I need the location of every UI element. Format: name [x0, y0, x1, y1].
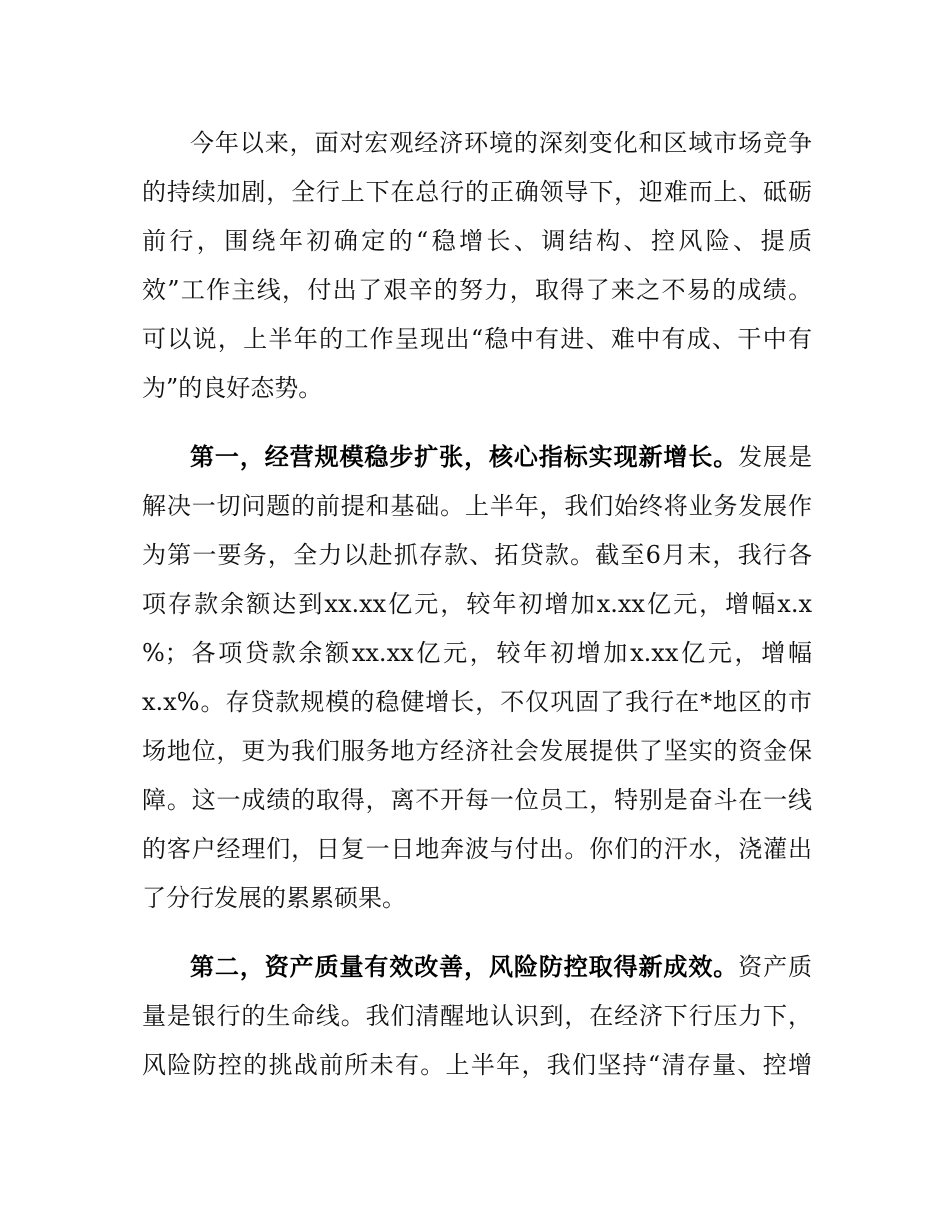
text-line: %；各项贷款余额xx.xx亿元，较年初增加x.xx亿元，增幅: [142, 639, 812, 667]
text-line: 可以说，上半年的工作呈现出“稳中有进、难中有成、干中有: [142, 325, 812, 353]
text-line: 的持续加剧，全行上下在总行的正确领导下，迎难而上、砥砺: [142, 178, 812, 206]
text-line: 项存款余额达到xx.xx亿元，较年初增加x.xx亿元，增幅x.x: [142, 590, 812, 618]
text-line: x.x%。存贷款规模的稳健增长，不仅巩固了我行在*地区的市: [142, 688, 812, 716]
text-line: 量是银行的生命线。我们清醒地认识到，在经济下行压力下，: [142, 1002, 812, 1030]
text-line: 场地位，更为我们服务地方经济社会发展提供了坚实的资金保: [142, 737, 812, 765]
text-line: 风险防控的挑战前所未有。上半年，我们坚持“清存量、控增: [142, 1051, 812, 1079]
text-line: [190, 437, 812, 477]
text-line: 的客户经理们，日复一日地奔波与付出。你们的汗水，浇灌出: [142, 835, 812, 863]
text-line: [190, 947, 812, 987]
text-line: 解决一切问题的前提和基础。上半年，我们始终将业务发展作: [142, 492, 812, 520]
text-line: 为第一要务，全力以赴抓存款、拓贷款。截至6月末，我行各: [142, 541, 812, 569]
text-line: 今年以来，面对宏观经济环境的深刻变化和区域市场竞争: [190, 129, 812, 157]
text-line: 前行，围绕年初确定的“稳增长、调结构、控风险、提质: [142, 227, 812, 255]
heading-continuation: 资产质: [738, 953, 813, 981]
text-line: 效”工作主线，付出了艰辛的努力，取得了来之不易的成绩。: [142, 276, 812, 304]
heading-continuation: 发展是: [738, 443, 813, 471]
text-line: 了分行发展的累累硕果。: [142, 884, 406, 912]
text-line: 障。这一成绩的取得，离不开每一位员工，特别是奋斗在一线: [142, 786, 812, 814]
text-line: 为”的良好态势。: [142, 374, 323, 402]
paragraph-heading: 第一，经营规模稳步扩张，核心指标实现新增长。: [190, 442, 739, 471]
paragraph-heading: 第二，资产质量有效改善，风险防控取得新成效。: [190, 952, 739, 981]
